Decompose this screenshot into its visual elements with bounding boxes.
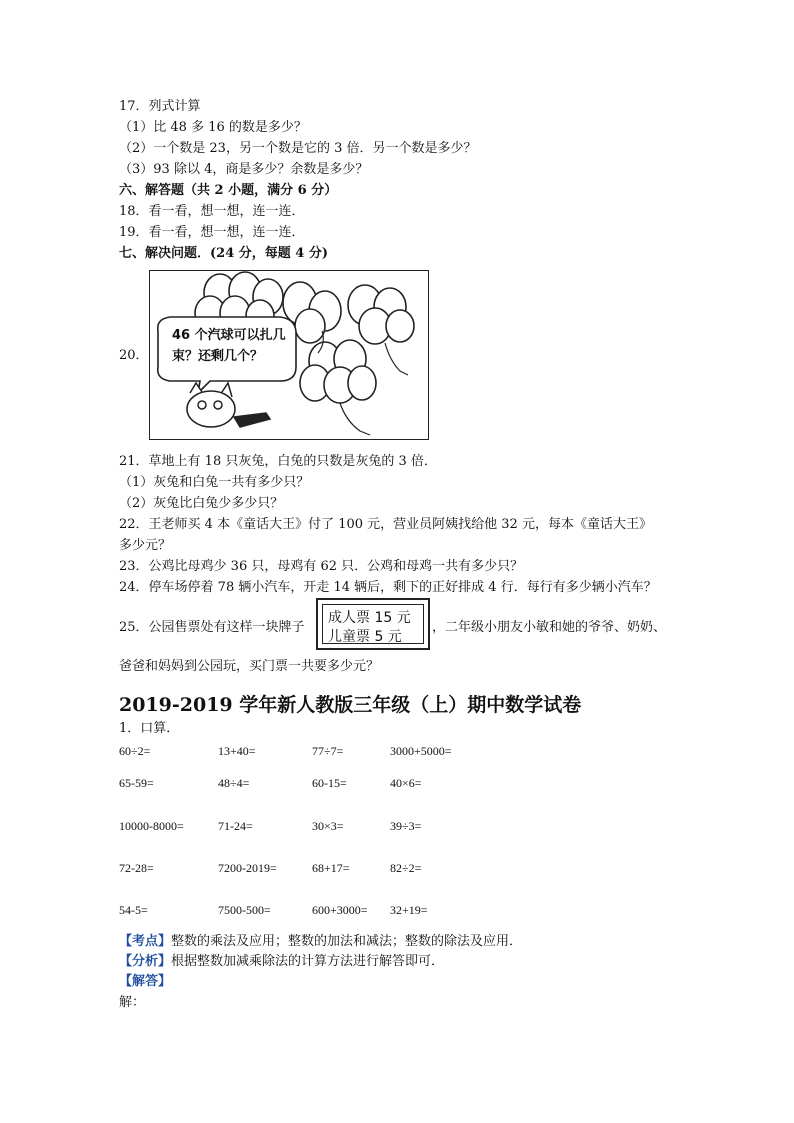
fenxi-label: 【分析】 [119,954,172,969]
q21-item-2: （2）灰兔比白兔少多少只？ [119,496,284,511]
q24-text: 24．停车场停着 78 辆小汽车，开走 14 辆后，剩下的正好排成 4 行．每行有多少辆小汽车？ [119,580,657,595]
calc-item: 60÷2= [119,744,151,758]
sign-adult-price: 成人票 15 元 [328,610,411,626]
q17-title: 17．列式计算 [119,99,201,114]
calc-item: 39÷3= [390,819,422,833]
kaodian-text: 整数的乘法及应用；整数的加法和减法；整数的除法及应用． [171,934,523,949]
balloon-illustration [149,270,429,440]
exam-title: 2019-2019 学年新人教版三年级（上）期中数学试卷 [119,694,582,716]
calc-item: 68+17= [312,861,350,875]
q17-item-3: （3）93 除以 4，商是多少？余数是多少？ [119,162,369,177]
kaodian [119,932,522,952]
calc-item: 40×6= [390,776,422,790]
calc-item: 65-59= [119,776,154,790]
q17-item-2: （2）一个数是 23，另一个数是它的 3 倍．另一个数是多少？ [119,141,477,156]
calc-item: 30×3= [312,819,344,833]
ticket-price-sign [316,598,430,650]
q17-item-1: （1）比 48 多 16 的数是多少？ [119,120,307,135]
calc-item: 48÷4= [218,776,250,790]
section7-title: 七、解决问题．(24 分，每题 4 分) [119,246,329,261]
calc-item: 13+40= [218,744,256,758]
section6-title: 六、解答题（共 2 小题，满分 6 分） [119,183,338,198]
q20-number: 20． [119,348,149,363]
kaodian-label: 【考点】 [119,934,172,949]
speech-text-line-1: 46 个汽球可以扎几 [172,328,286,343]
fenxi-text: 根据整数加减乘除法的计算方法进行解答即可． [171,954,445,969]
q23-text: 23．公鸡比母鸡少 36 只，母鸡有 62 只．公鸡和母鸡一共有多少只？ [119,559,524,574]
q18: 18．看一看，想一想，连一连． [119,204,305,219]
calc-item: 7500-500= [218,903,271,917]
calc-item: 7200-2019= [218,861,277,875]
calc-item: 600+3000= [312,903,368,917]
calc-item: 72-28= [119,861,154,875]
calc-item: 82÷2= [390,861,422,875]
q25-line-2: 爸爸和妈妈到公园玩，买门票一共要多少元？ [119,659,380,674]
q19: 19．看一看，想一想，连一连． [119,225,305,240]
q1-title: 1．口算． [119,721,180,736]
calc-item: 10000-8000= [119,819,184,833]
jie: 解： [119,995,146,1010]
speech-text-line-2: 束？还剩几个？ [172,349,264,364]
q22-line-2: 多少元？ [119,538,172,553]
calc-item: 32+19= [390,903,428,917]
calc-item: 54-5= [119,903,148,917]
calc-item: 3000+5000= [390,744,452,758]
q21-text: 21．草地上有 18 只灰兔，白兔的只数是灰兔的 3 倍． [119,454,437,469]
jieda [119,972,171,992]
fenxi [119,952,444,972]
calc-item: 60-15= [312,776,347,790]
q25-after: ，二年级小朋友小敏和她的爷爷、奶奶、 [432,620,667,635]
calc-item: 71-24= [218,819,253,833]
q25-before: 25．公园售票处有这样一块牌子 [119,620,305,635]
calc-item: 77÷7= [312,744,344,758]
jieda-label: 【解答】 [119,974,172,989]
q21-item-1: （1）灰兔和白兔一共有多少只？ [119,475,310,490]
q22-line-1: 22．王老师买 4 本《童话大王》付了 100 元，营业员阿姨找给他 32 元，每本《童话大王》 [119,517,652,532]
sign-child-price: 儿童票 5 元 [328,629,402,645]
